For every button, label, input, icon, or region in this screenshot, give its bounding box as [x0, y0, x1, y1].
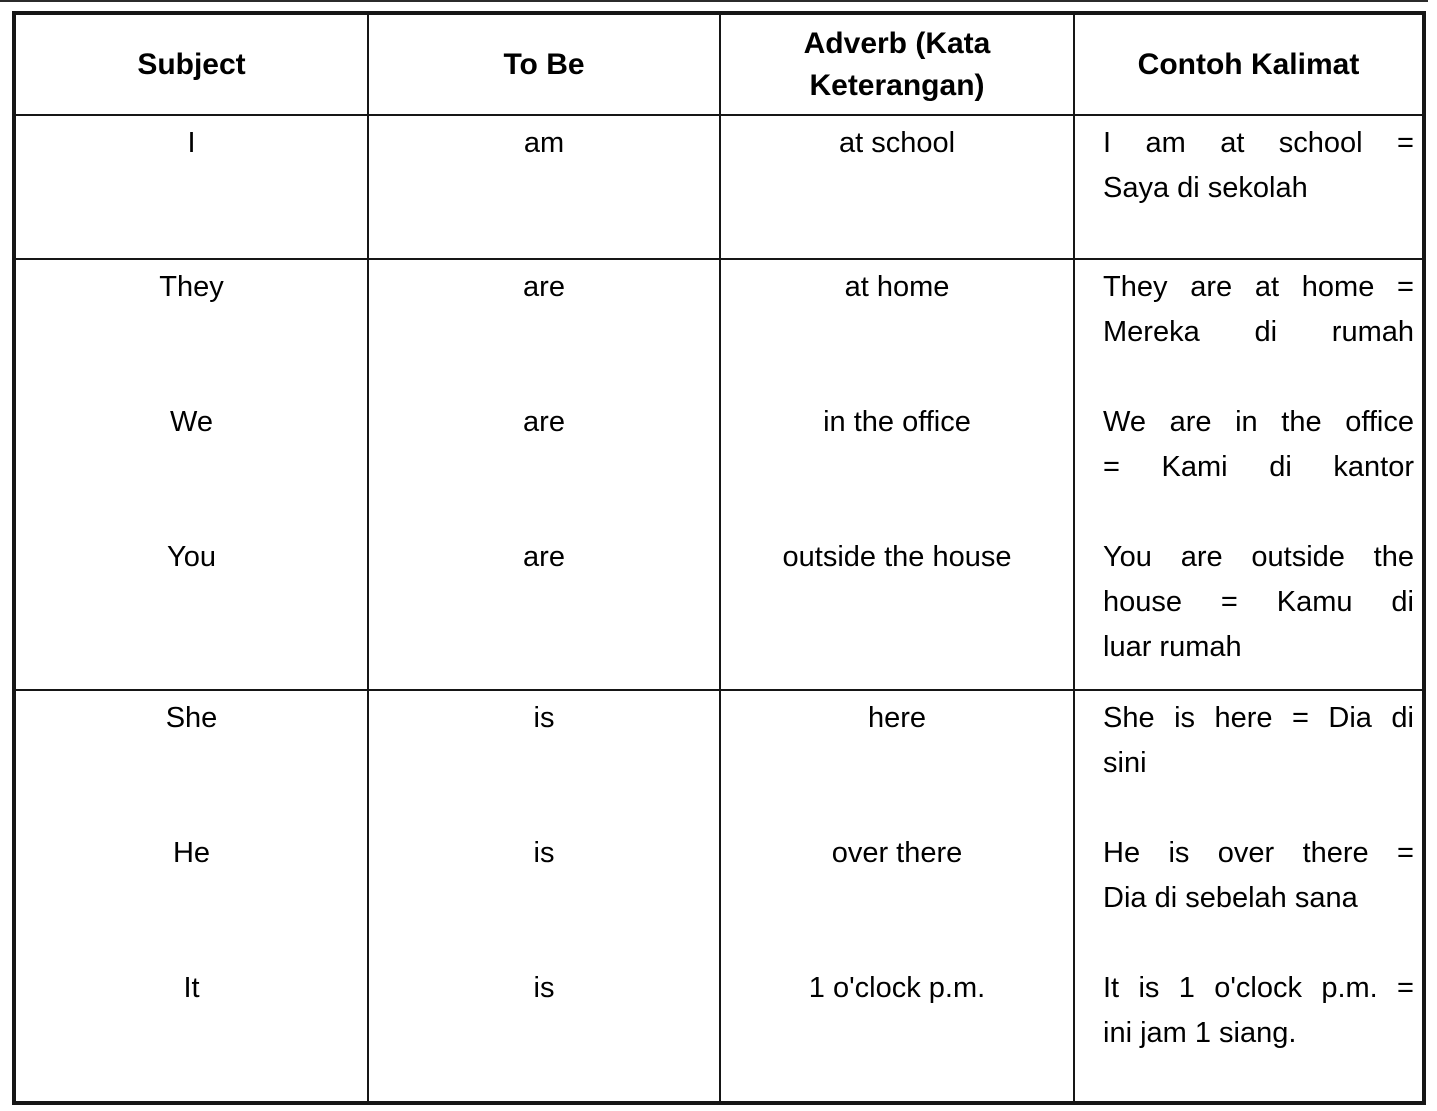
adverb-cell	[720, 690, 1074, 1103]
subject-value: We	[170, 406, 213, 438]
example-paragraph	[1103, 535, 1414, 670]
to-be-value: is	[533, 702, 555, 734]
page-top-edge-line	[0, 0, 1428, 2]
header-adverb: Adverb (Kata Keterangan)	[720, 13, 1074, 115]
adverb-value: at school	[838, 127, 956, 159]
example-line: Mereka di rumah	[1103, 316, 1414, 348]
example-line: ini jam 1 siang.	[1103, 1017, 1297, 1049]
subject-cell	[14, 259, 368, 690]
example-line: We are in the office	[1103, 406, 1414, 438]
example-cell	[1074, 259, 1424, 690]
example-paragraph	[1103, 966, 1414, 1101]
example-line: They are at home =	[1103, 271, 1414, 303]
example-paragraph	[1103, 696, 1414, 831]
header-subject: Subject	[14, 13, 368, 115]
adverb-value: outside the house	[782, 541, 1012, 573]
example-paragraph	[1103, 265, 1414, 400]
example-line: She is here = Dia di	[1103, 702, 1414, 734]
subject-cell	[14, 115, 368, 259]
example-line: I am at school =	[1103, 127, 1414, 159]
example-line: sini	[1103, 747, 1147, 779]
adverb-value: at home	[844, 271, 950, 303]
example-line: You are outside the	[1103, 541, 1414, 573]
example-cell	[1074, 690, 1424, 1103]
subject-value: I	[187, 127, 196, 159]
to-be-value: is	[533, 972, 555, 1004]
to-be-value: am	[523, 127, 565, 159]
subject-value: You	[167, 541, 216, 573]
to-be-grammar-table	[12, 11, 1426, 1105]
row-am	[14, 115, 1424, 259]
to-be-value: are	[523, 541, 565, 573]
to-be-cell	[368, 259, 720, 690]
example-line: Saya di sekolah	[1103, 172, 1308, 204]
example-paragraph	[1103, 121, 1414, 211]
example-cell	[1074, 115, 1424, 259]
example-line: = Kami di kantor	[1103, 451, 1414, 483]
subject-value: They	[159, 271, 224, 303]
subject-value: It	[183, 972, 200, 1004]
adverb-value: 1 o'clock p.m.	[808, 972, 986, 1004]
example-line: He is over there =	[1103, 837, 1414, 869]
adverb-value: over there	[831, 837, 963, 869]
example-paragraph	[1103, 400, 1414, 535]
subject-value: She	[165, 702, 218, 734]
example-line: It is 1 o'clock p.m. =	[1103, 972, 1414, 1004]
table-header-row	[14, 13, 1424, 115]
to-be-value: are	[523, 271, 565, 303]
header-to-be: To Be	[368, 13, 720, 115]
adverb-cell	[720, 259, 1074, 690]
row-is	[14, 690, 1424, 1103]
example-line: luar rumah	[1103, 631, 1242, 663]
header-contoh-kalimat: Contoh Kalimat	[1074, 13, 1424, 115]
to-be-value: is	[533, 837, 555, 869]
example-paragraph	[1103, 831, 1414, 966]
adverb-value: in the office	[823, 406, 971, 438]
to-be-value: are	[523, 406, 565, 438]
adverb-value: here	[867, 702, 927, 734]
to-be-cell	[368, 115, 720, 259]
to-be-cell	[368, 690, 720, 1103]
row-are	[14, 259, 1424, 690]
subject-cell	[14, 690, 368, 1103]
example-line: Dia di sebelah sana	[1103, 882, 1358, 914]
subject-value: He	[172, 837, 211, 869]
example-line: house = Kamu di	[1103, 586, 1414, 618]
adverb-cell	[720, 115, 1074, 259]
